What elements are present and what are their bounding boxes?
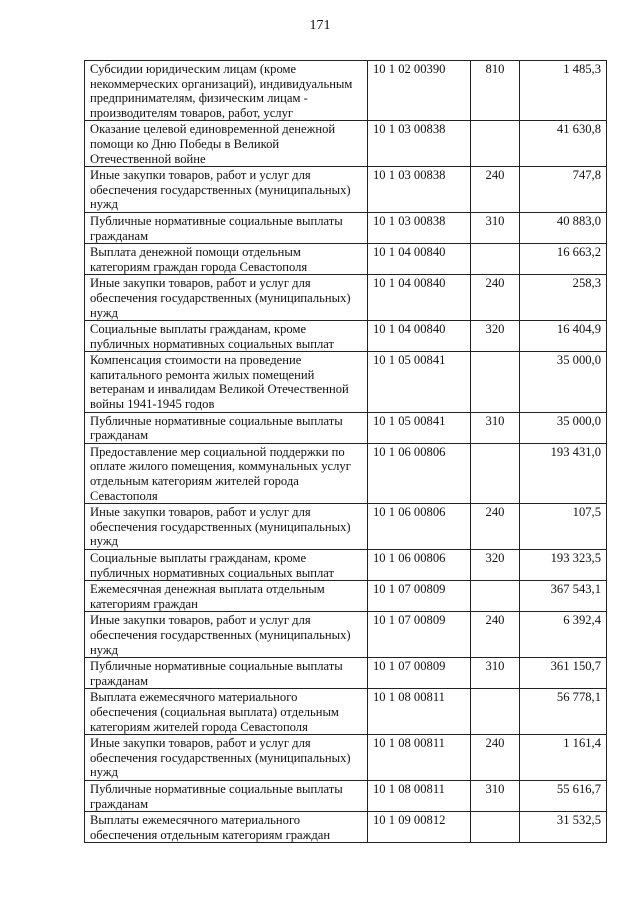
expense-name-cell: Компенсация стоимости на проведение капитального ремонта жилых помещений ветеранам и инвалидам Великой Отечественной войны 1941-1945 годов [85,352,368,412]
target-article-code-cell: 10 1 08 00811 [368,689,471,735]
table-row [85,689,607,735]
table-row [85,121,607,167]
table-row [85,735,607,781]
amount-cell: 1 485,3 [520,61,607,121]
expense-name-cell: Субсидии юридическим лицам (кроме некоммерческих организаций), индивидуальным предпринимателям, физическим лицам - производителям товаров, работ, услуг [85,61,368,121]
amount-cell: 16 663,2 [520,244,607,275]
amount-cell: 41 630,8 [520,121,607,167]
target-article-code-cell: 10 1 07 00809 [368,658,471,689]
target-article-code-cell: 10 1 09 00812 [368,812,471,843]
target-article-code-cell: 10 1 06 00806 [368,550,471,581]
target-article-code-cell: 10 1 06 00806 [368,443,471,503]
expense-name-cell: Социальные выплаты гражданам, кроме публичных нормативных социальных выплат [85,321,368,352]
target-article-code-cell: 10 1 07 00809 [368,612,471,658]
target-article-code-cell: 10 1 05 00841 [368,352,471,412]
target-article-code-cell: 10 1 06 00806 [368,504,471,550]
amount-cell: 40 883,0 [520,212,607,243]
expense-name-cell: Иные закупки товаров, работ и услуг для обеспечения государственных (муниципальных) нужд [85,735,368,781]
table-row [85,612,607,658]
expense-name-cell: Публичные нормативные социальные выплаты гражданам [85,212,368,243]
expense-name-cell: Иные закупки товаров, работ и услуг для обеспечения государственных (муниципальных) нужд [85,167,368,213]
table-row [85,504,607,550]
expense-name-cell: Социальные выплаты гражданам, кроме публичных нормативных социальных выплат [85,550,368,581]
expense-name-cell: Публичные нормативные социальные выплаты гражданам [85,658,368,689]
table-row [85,658,607,689]
expense-name-cell: Выплата денежной помощи отдельным категориям граждан города Севастополя [85,244,368,275]
table-row [85,167,607,213]
budget-table [84,60,607,843]
expense-name-cell: Выплаты ежемесячного материального обеспечения отдельным категориям граждан [85,812,368,843]
amount-cell: 1 161,4 [520,735,607,781]
expense-name-cell: Иные закупки товаров, работ и услуг для обеспечения государственных (муниципальных) нужд [85,275,368,321]
amount-cell: 193 431,0 [520,443,607,503]
amount-cell: 35 000,0 [520,412,607,443]
amount-cell: 35 000,0 [520,352,607,412]
table-row [85,581,607,612]
expense-name-cell: Оказание целевой единовременной денежной помощи ко Дню Победы в Великой Отечественной войне [85,121,368,167]
expense-name-cell: Публичные нормативные социальные выплаты гражданам [85,412,368,443]
amount-cell: 55 616,7 [520,780,607,811]
expense-type-code-cell: 320 [471,550,520,581]
expense-type-code-cell: 240 [471,167,520,213]
amount-cell: 193 323,5 [520,550,607,581]
target-article-code-cell: 10 1 03 00838 [368,167,471,213]
expense-type-code-cell [471,689,520,735]
table-row [85,412,607,443]
expense-type-code-cell: 240 [471,275,520,321]
table-row [85,244,607,275]
expense-type-code-cell: 810 [471,61,520,121]
expense-type-code-cell [471,443,520,503]
target-article-code-cell: 10 1 03 00838 [368,212,471,243]
amount-cell: 107,5 [520,504,607,550]
expense-name-cell: Ежемесячная денежная выплата отдельным категориям граждан [85,581,368,612]
expense-type-code-cell [471,121,520,167]
expense-type-code-cell: 320 [471,321,520,352]
target-article-code-cell: 10 1 04 00840 [368,244,471,275]
target-article-code-cell: 10 1 03 00838 [368,121,471,167]
table-row [85,443,607,503]
amount-cell: 6 392,4 [520,612,607,658]
expense-name-cell: Иные закупки товаров, работ и услуг для обеспечения государственных (муниципальных) нужд [85,504,368,550]
expense-name-cell: Выплата ежемесячного материального обеспечения (социальная выплата) отдельным категориям жителей города Севастополя [85,689,368,735]
table-row [85,550,607,581]
expense-name-cell: Публичные нормативные социальные выплаты гражданам [85,780,368,811]
table-row [85,352,607,412]
amount-cell: 56 778,1 [520,689,607,735]
table-row [85,321,607,352]
amount-cell: 258,3 [520,275,607,321]
expense-name-cell: Предоставление мер социальной поддержки по оплате жилого помещения, коммунальных услуг отдельным категориям жителей города Севастополя [85,443,368,503]
expense-type-code-cell [471,581,520,612]
target-article-code-cell: 10 1 08 00811 [368,735,471,781]
table-row [85,61,607,121]
expense-type-code-cell [471,352,520,412]
target-article-code-cell: 10 1 07 00809 [368,581,471,612]
target-article-code-cell: 10 1 08 00811 [368,780,471,811]
target-article-code-cell: 10 1 04 00840 [368,275,471,321]
expense-type-code-cell: 240 [471,612,520,658]
expense-type-code-cell: 310 [471,212,520,243]
table-row [85,212,607,243]
expense-type-code-cell [471,812,520,843]
expense-name-cell: Иные закупки товаров, работ и услуг для обеспечения государственных (муниципальных) нужд [85,612,368,658]
expense-type-code-cell: 310 [471,780,520,811]
expense-type-code-cell: 310 [471,412,520,443]
target-article-code-cell: 10 1 04 00840 [368,321,471,352]
table-row [85,780,607,811]
expense-type-code-cell [471,244,520,275]
expense-type-code-cell: 240 [471,735,520,781]
target-article-code-cell: 10 1 05 00841 [368,412,471,443]
amount-cell: 747,8 [520,167,607,213]
budget-table-body [85,61,607,843]
target-article-code-cell: 10 1 02 00390 [368,61,471,121]
amount-cell: 16 404,9 [520,321,607,352]
table-row [85,275,607,321]
amount-cell: 31 532,5 [520,812,607,843]
amount-cell: 367 543,1 [520,581,607,612]
expense-type-code-cell: 240 [471,504,520,550]
table-row [85,812,607,843]
page-number: 171 [309,18,331,33]
amount-cell: 361 150,7 [520,658,607,689]
expense-type-code-cell: 310 [471,658,520,689]
